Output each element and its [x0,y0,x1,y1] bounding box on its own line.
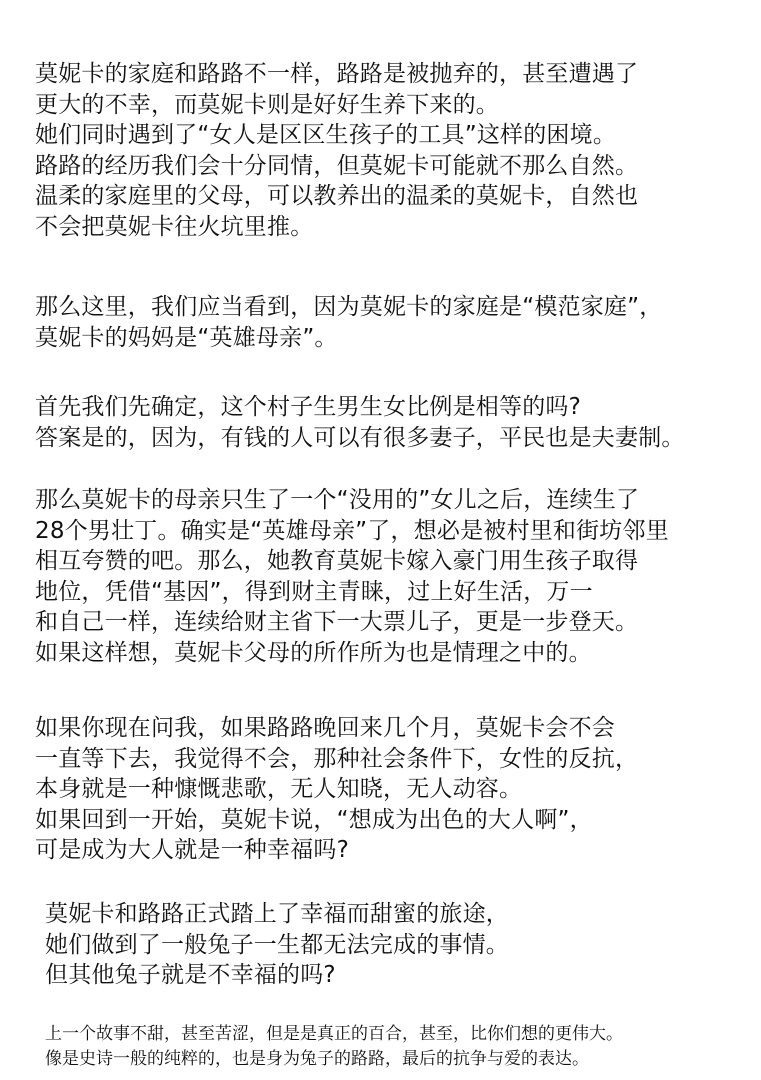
text-line: 莫妮卡和路路正式踏上了幸福而甜蜜的旅途， [45,901,509,927]
paragraph-closing-note [45,1022,623,1072]
text-line: 首先我们先确定，这个村子生男生女比例是相等的吗? [35,394,582,420]
paragraph-gender-ratio [35,392,685,453]
text-line: 地位，凭借“基因”，得到财主青睐，过上好生活，万一 [35,578,593,605]
text-line: 如果你现在问我，如果路路晚回来几个月，莫妮卡会不会 [35,715,615,741]
text-line: 像是史诗一般的纯粹的，也是身为兔子的路路，最后的抗争与爱的表达。 [45,1049,589,1069]
text-line: 一直等下去，我觉得不会，那种社会条件下，女性的反抗， [35,745,639,772]
text-line: 和自己一样，连续给财主省下一大票儿子，更是一步登天。 [35,609,639,635]
text-line: 上一个故事不甜，甚至苦涩，但是是真正的百合，甚至，比你们想的更伟大。 [45,1024,623,1044]
paragraph-model-family [35,292,662,353]
text-line: 如果回到一开始，莫妮卡说，“想成为出色的大人啊”， [35,806,593,833]
text-line: 但其他兔子就是不幸福的吗? [45,962,336,988]
text-line: 不会把莫妮卡往火坑里推。 [35,213,314,240]
text-line: 莫妮卡的妈妈是“英雄母亲”。 [35,324,338,351]
text-line: 那么莫妮卡的母亲只生了一个“没用的”女儿之后，连续生了 [35,487,640,513]
paragraph-question [35,713,638,866]
paragraph-journey [45,899,509,991]
text-line: 28个男壮丁。确实是“英雄母亲”了，想必是被村里和街坊邻里 [35,517,669,544]
paragraph-heroic-mother [35,485,669,668]
text-line: 本身就是一种慷慨悲歌，无人知晓，无人动容。 [35,776,523,802]
paragraph-family-comparison [35,59,638,242]
text-line: 可是成为大人就是一种幸福吗? [35,837,350,863]
text-line: 莫妮卡的家庭和路路不一样，路路是被抛弃的，甚至遭遇了 [35,61,639,87]
text-line: 更大的不幸，而莫妮卡则是好好生养下来的。 [35,91,499,118]
text-line: 路路的经历我们会十分同情，但莫妮卡可能就不那么自然。 [35,152,639,179]
text-line: 她们做到了一般兔子一生都无法完成的事情。 [45,931,509,958]
text-line: 相互夸赞的吧。那么，她教育莫妮卡嫁入豪门用生孩子取得 [35,548,639,574]
text-line: 如果这样想，莫妮卡父母的所作所为也是情理之中的。 [35,639,592,666]
text-line: 温柔的家庭里的父母，可以教养出的温柔的莫妮卡，自然也 [35,183,639,209]
text-line: 她们同时遇到了“女人是区区生孩子的工具”这样的困境。 [35,122,617,148]
text-line: 答案是的，因为，有钱的人可以有很多妻子，平民也是夫妻制。 [35,424,685,451]
text-line: 那么这里，我们应当看到，因为莫妮卡的家庭是“模范家庭”， [35,294,663,320]
